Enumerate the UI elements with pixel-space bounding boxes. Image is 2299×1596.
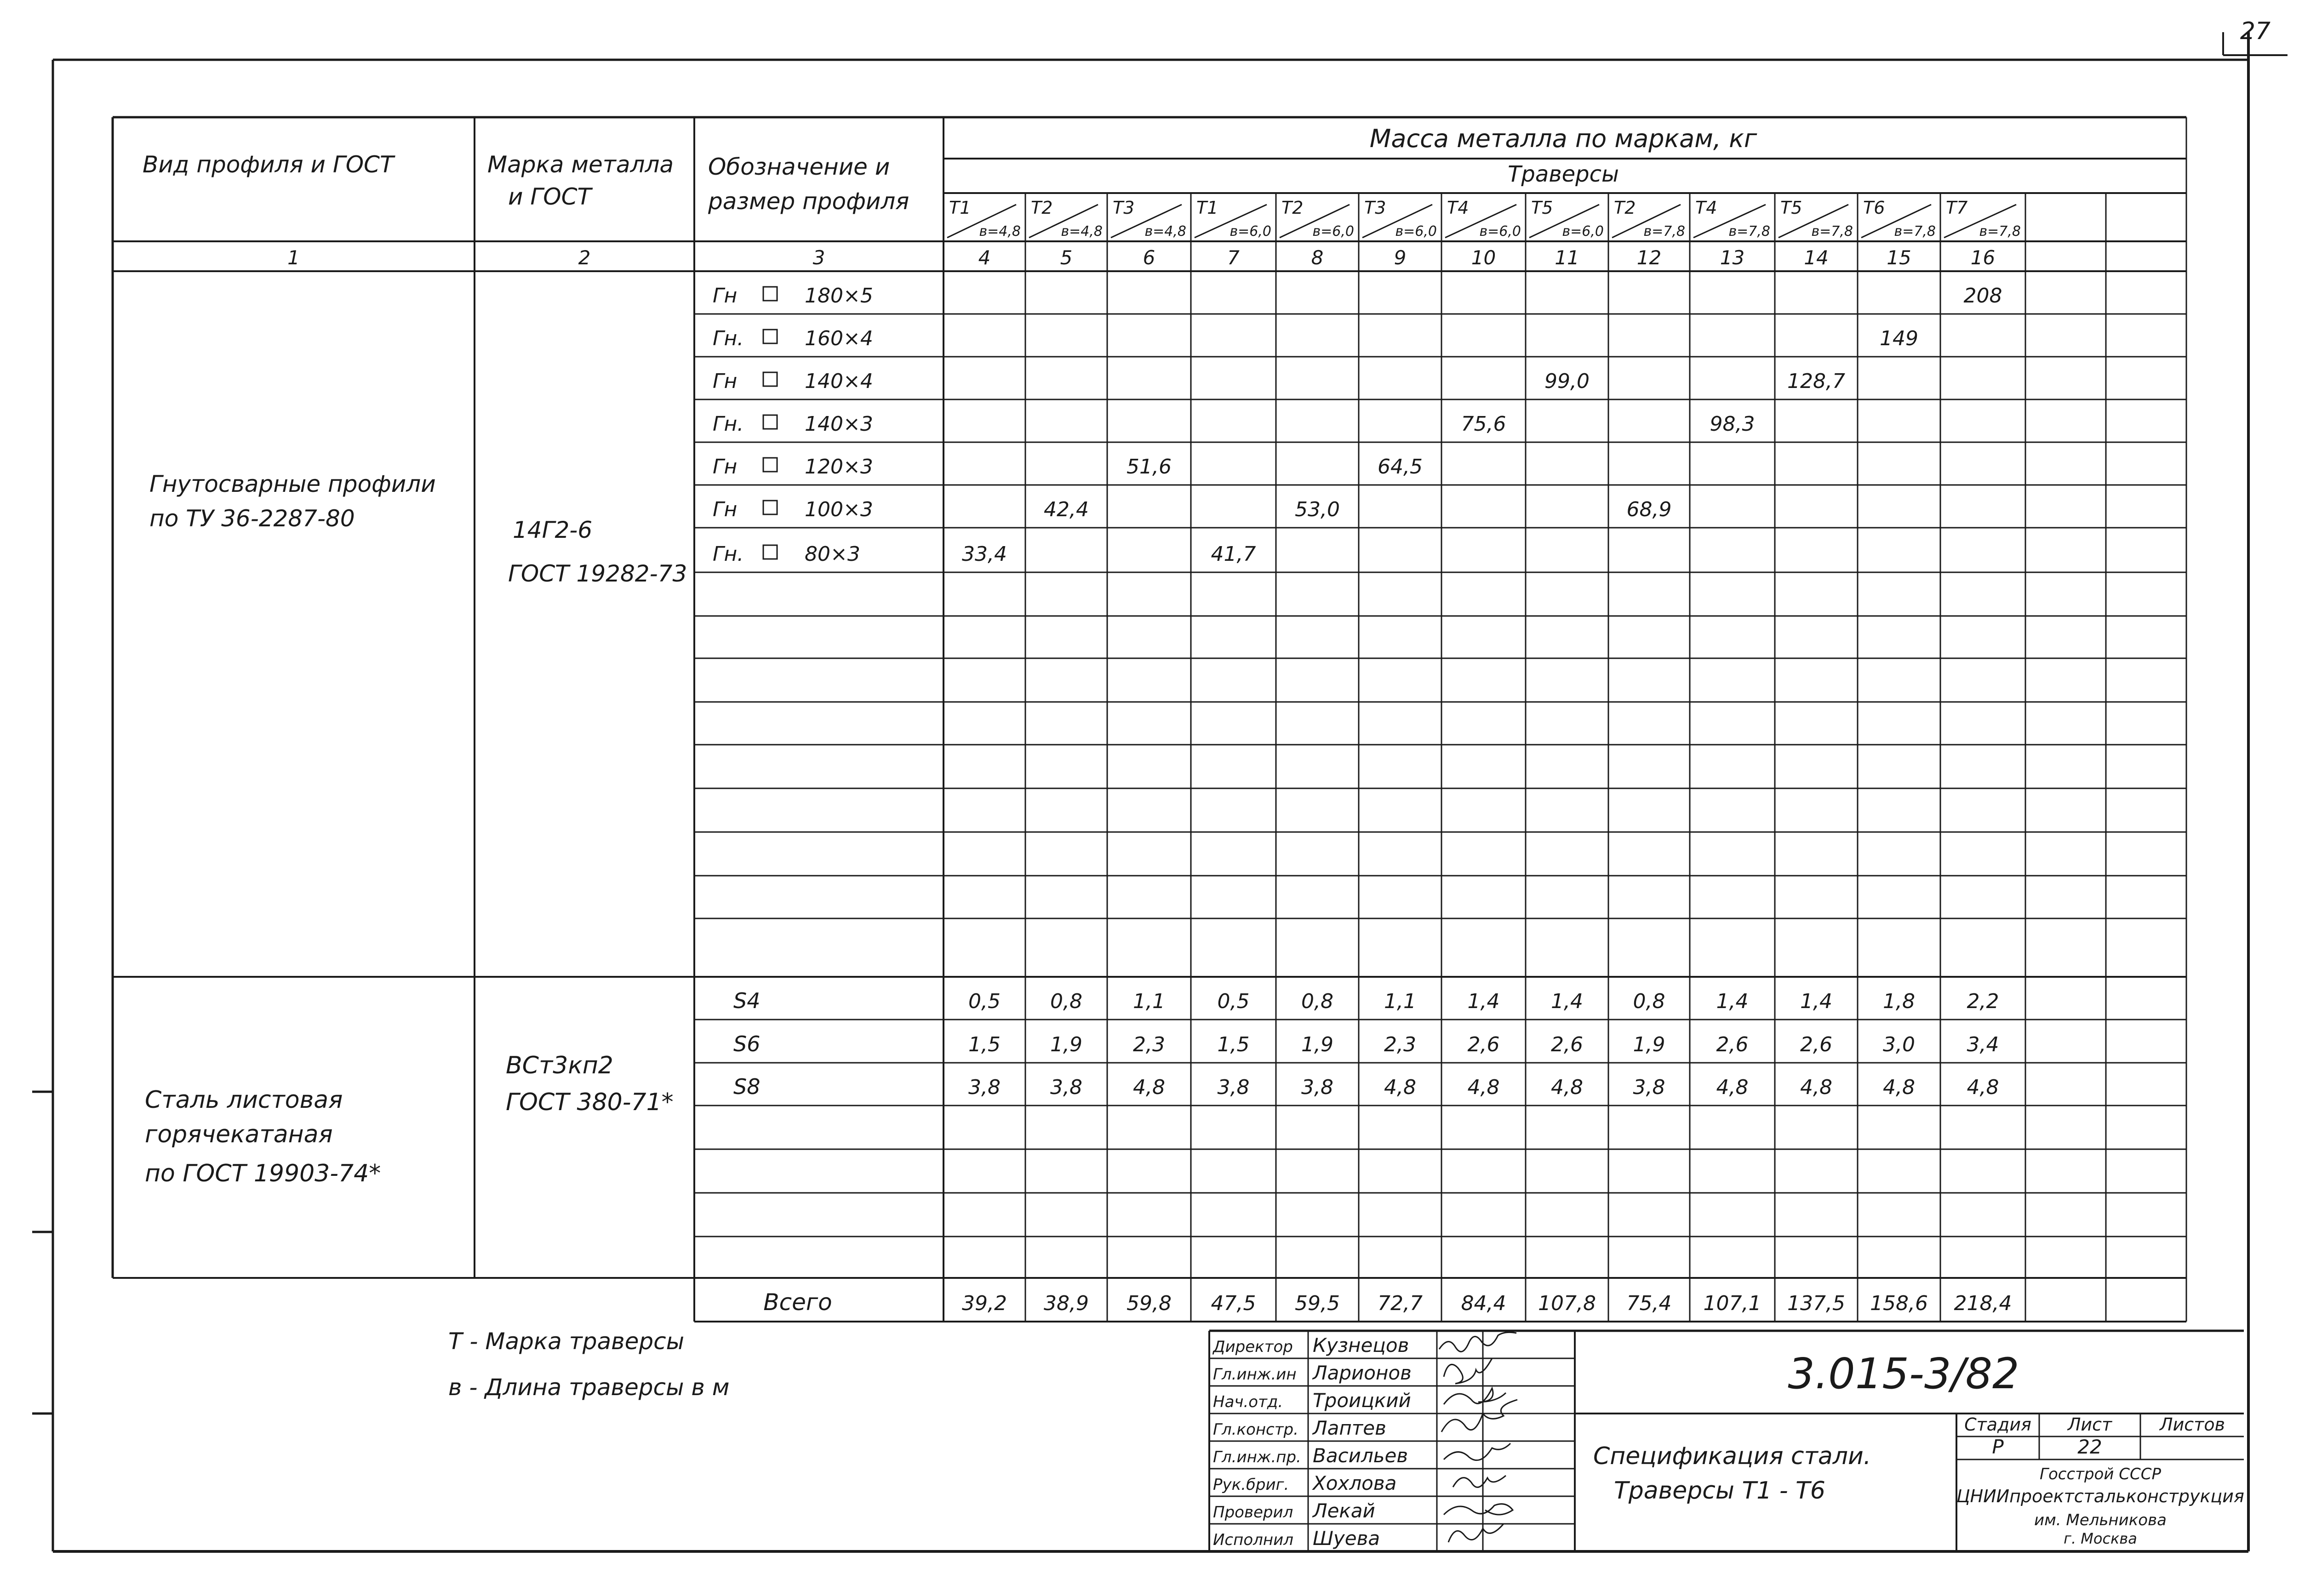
spec-table-grid	[113, 117, 2186, 1322]
org-line: Госстрой СССР	[2040, 1465, 2161, 1483]
mass-value: 4,8	[1716, 1076, 1749, 1099]
column-number: 13	[1720, 246, 1745, 269]
square-tube-icon	[763, 287, 777, 301]
column-number: 7	[1227, 246, 1240, 269]
mark-length: в=7,8	[1894, 223, 1936, 239]
mass-value: 33,4	[962, 542, 1007, 566]
column-number: 5	[1060, 246, 1073, 269]
spec-table-text	[143, 124, 2021, 1401]
mass-value: 1,4	[1551, 990, 1583, 1013]
square-tube-icon	[763, 330, 777, 343]
mass-value: 4,8	[1384, 1076, 1416, 1099]
mass-value: 1,1	[1133, 990, 1165, 1013]
total-value: 218,4	[1954, 1292, 2012, 1315]
square-tube-icon	[763, 545, 777, 559]
total-value: 75,4	[1626, 1292, 1672, 1315]
signature-role: Нач.отд.	[1213, 1393, 1283, 1411]
mark-length: в=6,0	[1562, 223, 1604, 239]
signature-name: Ларионов	[1313, 1362, 1412, 1384]
sheet-label: Лист	[2067, 1414, 2112, 1435]
total-value: 158,6	[1870, 1292, 1928, 1315]
mass-value: 0,8	[1301, 990, 1333, 1013]
profile-size: 120×3	[805, 455, 873, 479]
document-title: Траверсы Т1 - Т6	[1614, 1477, 1825, 1505]
mark-length: в=4,8	[979, 223, 1021, 239]
mass-value: 1,8	[1883, 990, 1915, 1013]
header-steel-1: Марка металла	[487, 151, 674, 178]
mass-value: 3,8	[1301, 1076, 1333, 1099]
total-value: 107,1	[1703, 1292, 1761, 1315]
org-line: г. Москва	[2064, 1530, 2137, 1547]
mass-value: 4,8	[1133, 1076, 1165, 1099]
square-tube-icon	[763, 458, 777, 472]
note-mark: Т - Марка траверсы	[448, 1328, 685, 1355]
profile-prefix: Гн.	[713, 327, 744, 350]
stage-value: Р	[1992, 1436, 2004, 1458]
column-number: 8	[1311, 246, 1324, 269]
column-number: 6	[1143, 246, 1155, 269]
handwritten-signature	[1453, 1476, 1506, 1487]
mark-length: в=7,8	[1643, 223, 1685, 239]
mark-label: Т2	[1031, 198, 1053, 218]
column-number: 4	[978, 246, 991, 269]
mass-value: 0,5	[968, 990, 1001, 1013]
signature-name: Кузнецов	[1313, 1334, 1409, 1357]
signature-name: Лаптев	[1313, 1417, 1386, 1439]
mass-value: 41,7	[1211, 542, 1256, 566]
column-number: 3	[812, 246, 825, 269]
mass-value: 1,1	[1384, 990, 1416, 1013]
signature-name: Васильев	[1313, 1444, 1408, 1467]
column-number: 15	[1887, 246, 1911, 269]
profile-prefix: Гн.	[713, 542, 744, 566]
mark-length: в=6,0	[1395, 223, 1437, 239]
document-designation: 3.015-3/82	[1788, 1349, 2019, 1398]
mass-value: 2,3	[1384, 1033, 1416, 1056]
mass-value: 3,0	[1883, 1033, 1915, 1056]
mass-value: 4,8	[1467, 1076, 1500, 1099]
total-value: 107,8	[1538, 1292, 1596, 1315]
square-tube-icon	[763, 372, 777, 386]
mass-value: 149	[1880, 327, 1918, 350]
square-tube-icon	[763, 415, 777, 429]
mass-value: 2,3	[1133, 1033, 1165, 1056]
mark-length: в=7,8	[1811, 223, 1853, 239]
handwritten-signature	[1444, 1504, 1513, 1515]
signature-name: Хохлова	[1313, 1472, 1397, 1494]
mark-length: в=7,8	[1728, 223, 1770, 239]
mass-value: 128,7	[1787, 370, 1845, 393]
mark-label: Т7	[1946, 198, 1968, 218]
mass-value: 75,6	[1461, 412, 1506, 436]
mark-label: Т4	[1447, 198, 1469, 218]
mass-value: 1,9	[1633, 1033, 1665, 1056]
total-value: 59,5	[1295, 1292, 1340, 1315]
sheet-thickness: S4	[733, 988, 761, 1013]
column-number: 9	[1394, 246, 1407, 269]
mass-value: 4,8	[1551, 1076, 1583, 1099]
column-number: 16	[1970, 246, 1996, 269]
profile-prefix: Гн	[713, 284, 738, 308]
total-value: 38,9	[1044, 1292, 1089, 1315]
mass-value: 3,4	[1967, 1033, 1999, 1056]
mark-length: в=6,0	[1230, 223, 1271, 239]
mass-value: 2,2	[1967, 990, 1999, 1013]
mass-value: 0,5	[1217, 990, 1250, 1013]
mass-value: 4,8	[1967, 1076, 1999, 1099]
total-value: 137,5	[1787, 1292, 1845, 1315]
mass-value: 98,3	[1710, 412, 1755, 436]
mass-value: 0,8	[1633, 990, 1665, 1013]
handwritten-signature	[1444, 1358, 1492, 1384]
mass-value: 2,6	[1716, 1033, 1749, 1056]
mark-label: Т5	[1780, 198, 1802, 218]
profile-size: 140×3	[805, 412, 873, 436]
mark-label: Т2	[1281, 198, 1304, 218]
signature-role: Директор	[1213, 1338, 1293, 1356]
title-block	[1209, 1331, 2244, 1551]
signature-role: Проверил	[1213, 1503, 1293, 1522]
profile-size: 180×5	[805, 284, 873, 308]
mass-value: 3,8	[1050, 1076, 1082, 1099]
total-label: Всего	[763, 1289, 832, 1316]
sheet-thickness: S6	[733, 1032, 761, 1056]
profile-prefix: Гн	[713, 498, 738, 521]
mark-length: в=6,0	[1312, 223, 1354, 239]
handwritten-signature	[1444, 1443, 1510, 1460]
signature-role: Рук.бриг.	[1213, 1476, 1289, 1494]
column-number: 11	[1555, 246, 1579, 269]
section2-steel: ГОСТ 380-71*	[506, 1089, 674, 1116]
section1-steel: ГОСТ 19282-73	[508, 560, 687, 587]
signature-role: Гл.инж.пр.	[1213, 1448, 1301, 1466]
mass-value: 1,9	[1301, 1033, 1333, 1056]
signature-name: Шуева	[1313, 1527, 1380, 1550]
total-value: 59,8	[1127, 1292, 1172, 1315]
mass-value: 0,8	[1050, 990, 1082, 1013]
header-profile: Вид профиля и ГОСТ	[143, 151, 394, 178]
mass-value: 4,8	[1800, 1076, 1832, 1099]
mark-length: в=4,8	[1061, 223, 1103, 239]
mark-label: Т5	[1531, 198, 1553, 218]
signature-role: Гл.констр.	[1213, 1420, 1298, 1439]
note-length: в - Длина траверсы в м	[448, 1374, 730, 1401]
profile-size: 100×3	[805, 498, 873, 521]
mark-label: Т3	[1113, 198, 1135, 218]
profile-size: 160×4	[805, 327, 873, 350]
mass-value: 99,0	[1544, 370, 1590, 393]
mark-label: Т4	[1695, 198, 1717, 218]
mass-value: 208	[1963, 284, 2002, 308]
mass-value: 3,8	[968, 1076, 1001, 1099]
mass-value: 1,5	[1217, 1033, 1250, 1056]
header-designation-1: Обозначение и	[708, 154, 890, 180]
section2-profile: по ГОСТ 19903-74*	[145, 1160, 381, 1187]
mark-label: Т2	[1614, 198, 1636, 218]
section2-profile: Сталь листовая	[145, 1086, 343, 1114]
signature-role: Гл.инж.ин	[1213, 1365, 1297, 1384]
section1-profile: Гнутосварные профили	[149, 471, 436, 497]
signature-role: Исполнил	[1213, 1531, 1293, 1549]
mass-value: 53,0	[1295, 498, 1340, 521]
mass-value: 51,6	[1127, 455, 1172, 479]
column-number: 1	[287, 246, 300, 269]
org-line: им. Мельникова	[2034, 1511, 2167, 1529]
signature-marks	[1439, 1332, 1517, 1542]
mark-length: в=4,8	[1144, 223, 1186, 239]
profile-size: 80×3	[805, 542, 860, 566]
header-steel-2: и ГОСТ	[508, 183, 592, 210]
mass-value: 1,4	[1467, 990, 1500, 1013]
profile-prefix: Гн	[713, 455, 738, 479]
column-number: 2	[578, 246, 591, 269]
mass-value: 4,8	[1883, 1076, 1915, 1099]
column-number: 10	[1471, 246, 1496, 269]
handwritten-signature	[1439, 1332, 1516, 1351]
sheets-label: Листов	[2160, 1414, 2225, 1435]
mass-value: 1,4	[1800, 990, 1832, 1013]
mass-value: 2,6	[1551, 1033, 1583, 1056]
profile-prefix: Гн.	[713, 412, 744, 436]
page-number: 27	[2240, 17, 2271, 45]
sheet-thickness: S8	[733, 1074, 761, 1099]
signature-name: Лекай	[1313, 1499, 1375, 1522]
header-mass: Масса металла по маркам, кг	[1369, 124, 1757, 153]
mass-value: 1,4	[1716, 990, 1749, 1013]
stage-label: Стадия	[1964, 1414, 2031, 1435]
mass-value: 64,5	[1378, 455, 1423, 479]
mark-label: Т1	[949, 198, 971, 218]
column-number: 12	[1636, 246, 1662, 269]
mark-length: в=6,0	[1479, 223, 1521, 239]
total-value: 84,4	[1461, 1292, 1506, 1315]
mass-value: 1,5	[968, 1033, 1001, 1056]
header-group: Траверсы	[1508, 161, 1619, 187]
handwritten-signature	[1441, 1400, 1517, 1432]
section1-steel: 14Г2-6	[513, 517, 593, 543]
section2-steel: ВСт3кп2	[506, 1052, 613, 1079]
square-tube-icon	[763, 501, 777, 514]
handwritten-signature	[1448, 1524, 1504, 1542]
section2-profile: горячекатаная	[145, 1121, 333, 1148]
mark-label: Т6	[1863, 198, 1885, 218]
mass-value: 1,9	[1050, 1033, 1082, 1056]
column-number: 14	[1804, 246, 1829, 269]
total-value: 47,5	[1211, 1292, 1256, 1315]
total-value: 39,2	[962, 1292, 1007, 1315]
document-title: Спецификация стали.	[1593, 1442, 1871, 1470]
header-designation-2: размер профиля	[708, 188, 909, 215]
mass-value: 3,8	[1633, 1076, 1665, 1099]
mark-label: Т1	[1196, 198, 1218, 218]
sheet-value: 22	[2077, 1436, 2102, 1458]
total-value: 72,7	[1378, 1292, 1423, 1315]
mass-value: 42,4	[1044, 498, 1089, 521]
profile-size: 140×4	[805, 370, 873, 393]
org-line: ЦНИИпроектстальконструкция	[1956, 1486, 2244, 1506]
profile-prefix: Гн	[713, 370, 738, 393]
mass-value: 2,6	[1800, 1033, 1832, 1056]
mass-value: 68,9	[1626, 498, 1672, 521]
mass-value: 2,6	[1467, 1033, 1500, 1056]
mass-value: 3,8	[1217, 1076, 1250, 1099]
mark-label: Т3	[1364, 198, 1386, 218]
mark-length: в=7,8	[1979, 223, 2021, 239]
section1-profile: по ТУ 36-2287-80	[149, 505, 355, 532]
handwritten-signature	[1444, 1388, 1506, 1404]
signature-name: Троицкий	[1313, 1389, 1411, 1412]
